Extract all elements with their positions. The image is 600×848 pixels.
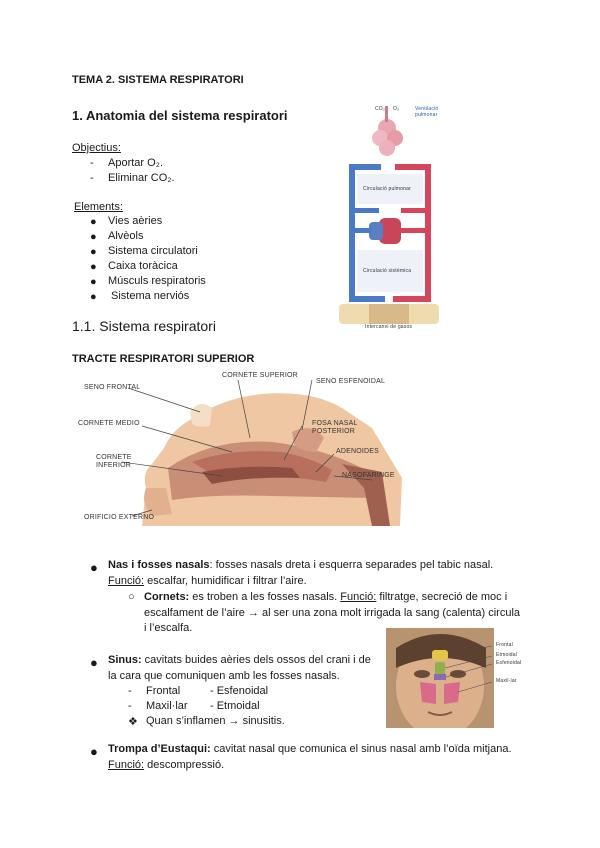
label-cornete-medio: CORNETE MEDIO (78, 420, 140, 427)
diamond-bullet-icon: ❖ (128, 716, 138, 728)
list-item: Aportar O₂. (108, 157, 164, 169)
subsection-heading: 1.1. Sistema respiratori (72, 318, 216, 334)
cornets-line-1 (144, 591, 529, 603)
trompa-line (108, 743, 512, 755)
funcio-text: escalfar, humidificar i filtrar l’aire. (144, 575, 307, 587)
label-fosa-posterior: POSTERIOR (312, 428, 356, 435)
cornets-text-1b: filtratge, secreció de moc i (376, 591, 508, 603)
trompa-title: Trompa d’Eustaqui: (108, 743, 211, 755)
funcio-text: descompressió. (144, 759, 225, 771)
list-item: Frontal (146, 685, 181, 697)
label-seno-esfenoidal: SENO ESFENOIDAL (316, 378, 386, 385)
label-cornete-inferior-2: INFERIOR (96, 462, 132, 469)
ventilation-label: Ventilació pulmonar (415, 106, 439, 118)
bullet-icon: ● (90, 246, 97, 258)
nas-title: Nas i fosses nasals (108, 559, 210, 571)
cornets-funcio-label: Funció: (340, 591, 377, 603)
sinus-inflamed: Quan s’inflamen → sinusitis. (146, 715, 285, 727)
pulmonary-circulation-label: Circulació pulmonar (363, 186, 411, 192)
page-title: TEMA 2. SISTEMA RESPIRATORI (72, 74, 244, 86)
funcio-label: Funció: (108, 575, 145, 587)
cornets-line-2: escalfament de l’aire → al ser una zona molt irrigada la sang (calenta) circula (144, 607, 521, 619)
section-heading: 1. Anatomia del sistema respiratori (72, 108, 288, 123)
label-cornete-inferior-1: CORNETE (96, 454, 132, 461)
sinus-text-1: cavitats buides aèries dels ossos del crani i de (141, 654, 371, 666)
bullet-icon: ● (90, 655, 98, 670)
bullet-icon: ● (90, 560, 98, 575)
cornets-line-3: i l’escalfa. (144, 622, 193, 634)
list-item: Vies aèries (108, 215, 163, 227)
co2-label: CO₂ (375, 106, 386, 112)
face-label-etmoidal: Etmoidal (496, 652, 518, 658)
list-item: - (128, 700, 132, 712)
cornets-text-1: es troben a les fosses nasals. (189, 591, 341, 603)
list-item: Caixa toràcica (108, 260, 178, 272)
gas-exchange-label: Intercanvi de gasos (365, 324, 413, 330)
list-item: Maxil·lar (146, 700, 188, 712)
cornets-title: Cornets: (144, 591, 190, 603)
sinus-line-1 (108, 654, 371, 666)
nas-funcio (108, 575, 307, 587)
label-seno-frontal: SENO FRONTAL (84, 384, 141, 391)
bullet-icon: ● (90, 276, 97, 288)
list-item: Alvèols (108, 230, 144, 242)
respiratory-circulation-diagram (335, 100, 445, 332)
list-item: - (128, 685, 132, 697)
face-label-maxillar: Maxil·lar (496, 678, 517, 684)
nas-line (108, 559, 493, 571)
list-item: Sistema nerviós (111, 290, 190, 302)
sinus-face-illustration (386, 628, 526, 728)
systemic-circulation-label: Circulació sistèmica (363, 268, 412, 274)
label-cornete-superior: CORNETE SUPERIOR (222, 372, 298, 379)
sinus-title: Sinus: (108, 654, 142, 666)
bullet-icon: ● (90, 216, 97, 228)
list-item: - Etmoidal (210, 700, 260, 712)
nasal-anatomy-illustration (72, 368, 482, 528)
upper-tract-heading: TRACTE RESPIRATORI SUPERIOR (72, 353, 255, 365)
circle-bullet-icon: ○ (128, 591, 135, 603)
funcio-label: Funció: (108, 759, 145, 771)
nas-text: : fosses nasals dreta i esquerra separades pel tabic nasal. (209, 559, 494, 571)
elements-label: Elements: (74, 201, 123, 213)
label-adenoides: ADENOIDES (336, 448, 380, 455)
bullet-icon: ● (90, 231, 97, 243)
label-orificio-externo: ORIFICIO EXTERNO (84, 514, 155, 521)
bullet-icon: ● (90, 261, 97, 273)
sinus-line-2: la cara que comuniquen amb les fosses nasals. (108, 670, 340, 682)
list-item: - (90, 157, 94, 169)
objectives-label: Objectius: (72, 142, 121, 154)
label-fosa-nasal: FOSA NASAL (312, 420, 358, 427)
o2-label: O₂ (393, 106, 400, 112)
trompa-text: cavitat nasal que comunica el sinus nasal amb l’oïda mitjana. (210, 743, 512, 755)
list-item: - Esfenoidal (210, 685, 269, 697)
label-nasofaringe: NASOFARINGE (342, 472, 395, 479)
trompa-funcio (108, 759, 224, 771)
list-item: - (90, 172, 94, 184)
bullet-icon: ● (90, 744, 98, 759)
bullet-icon: ● (90, 291, 97, 303)
face-label-frontal: Frontal (496, 642, 513, 648)
list-item: Sistema circulatori (108, 245, 198, 257)
face-label-esfenoidal: Esfenoidal (496, 660, 522, 666)
list-item: Músculs respiratoris (108, 275, 206, 287)
list-item: Eliminar CO₂. (108, 172, 175, 184)
